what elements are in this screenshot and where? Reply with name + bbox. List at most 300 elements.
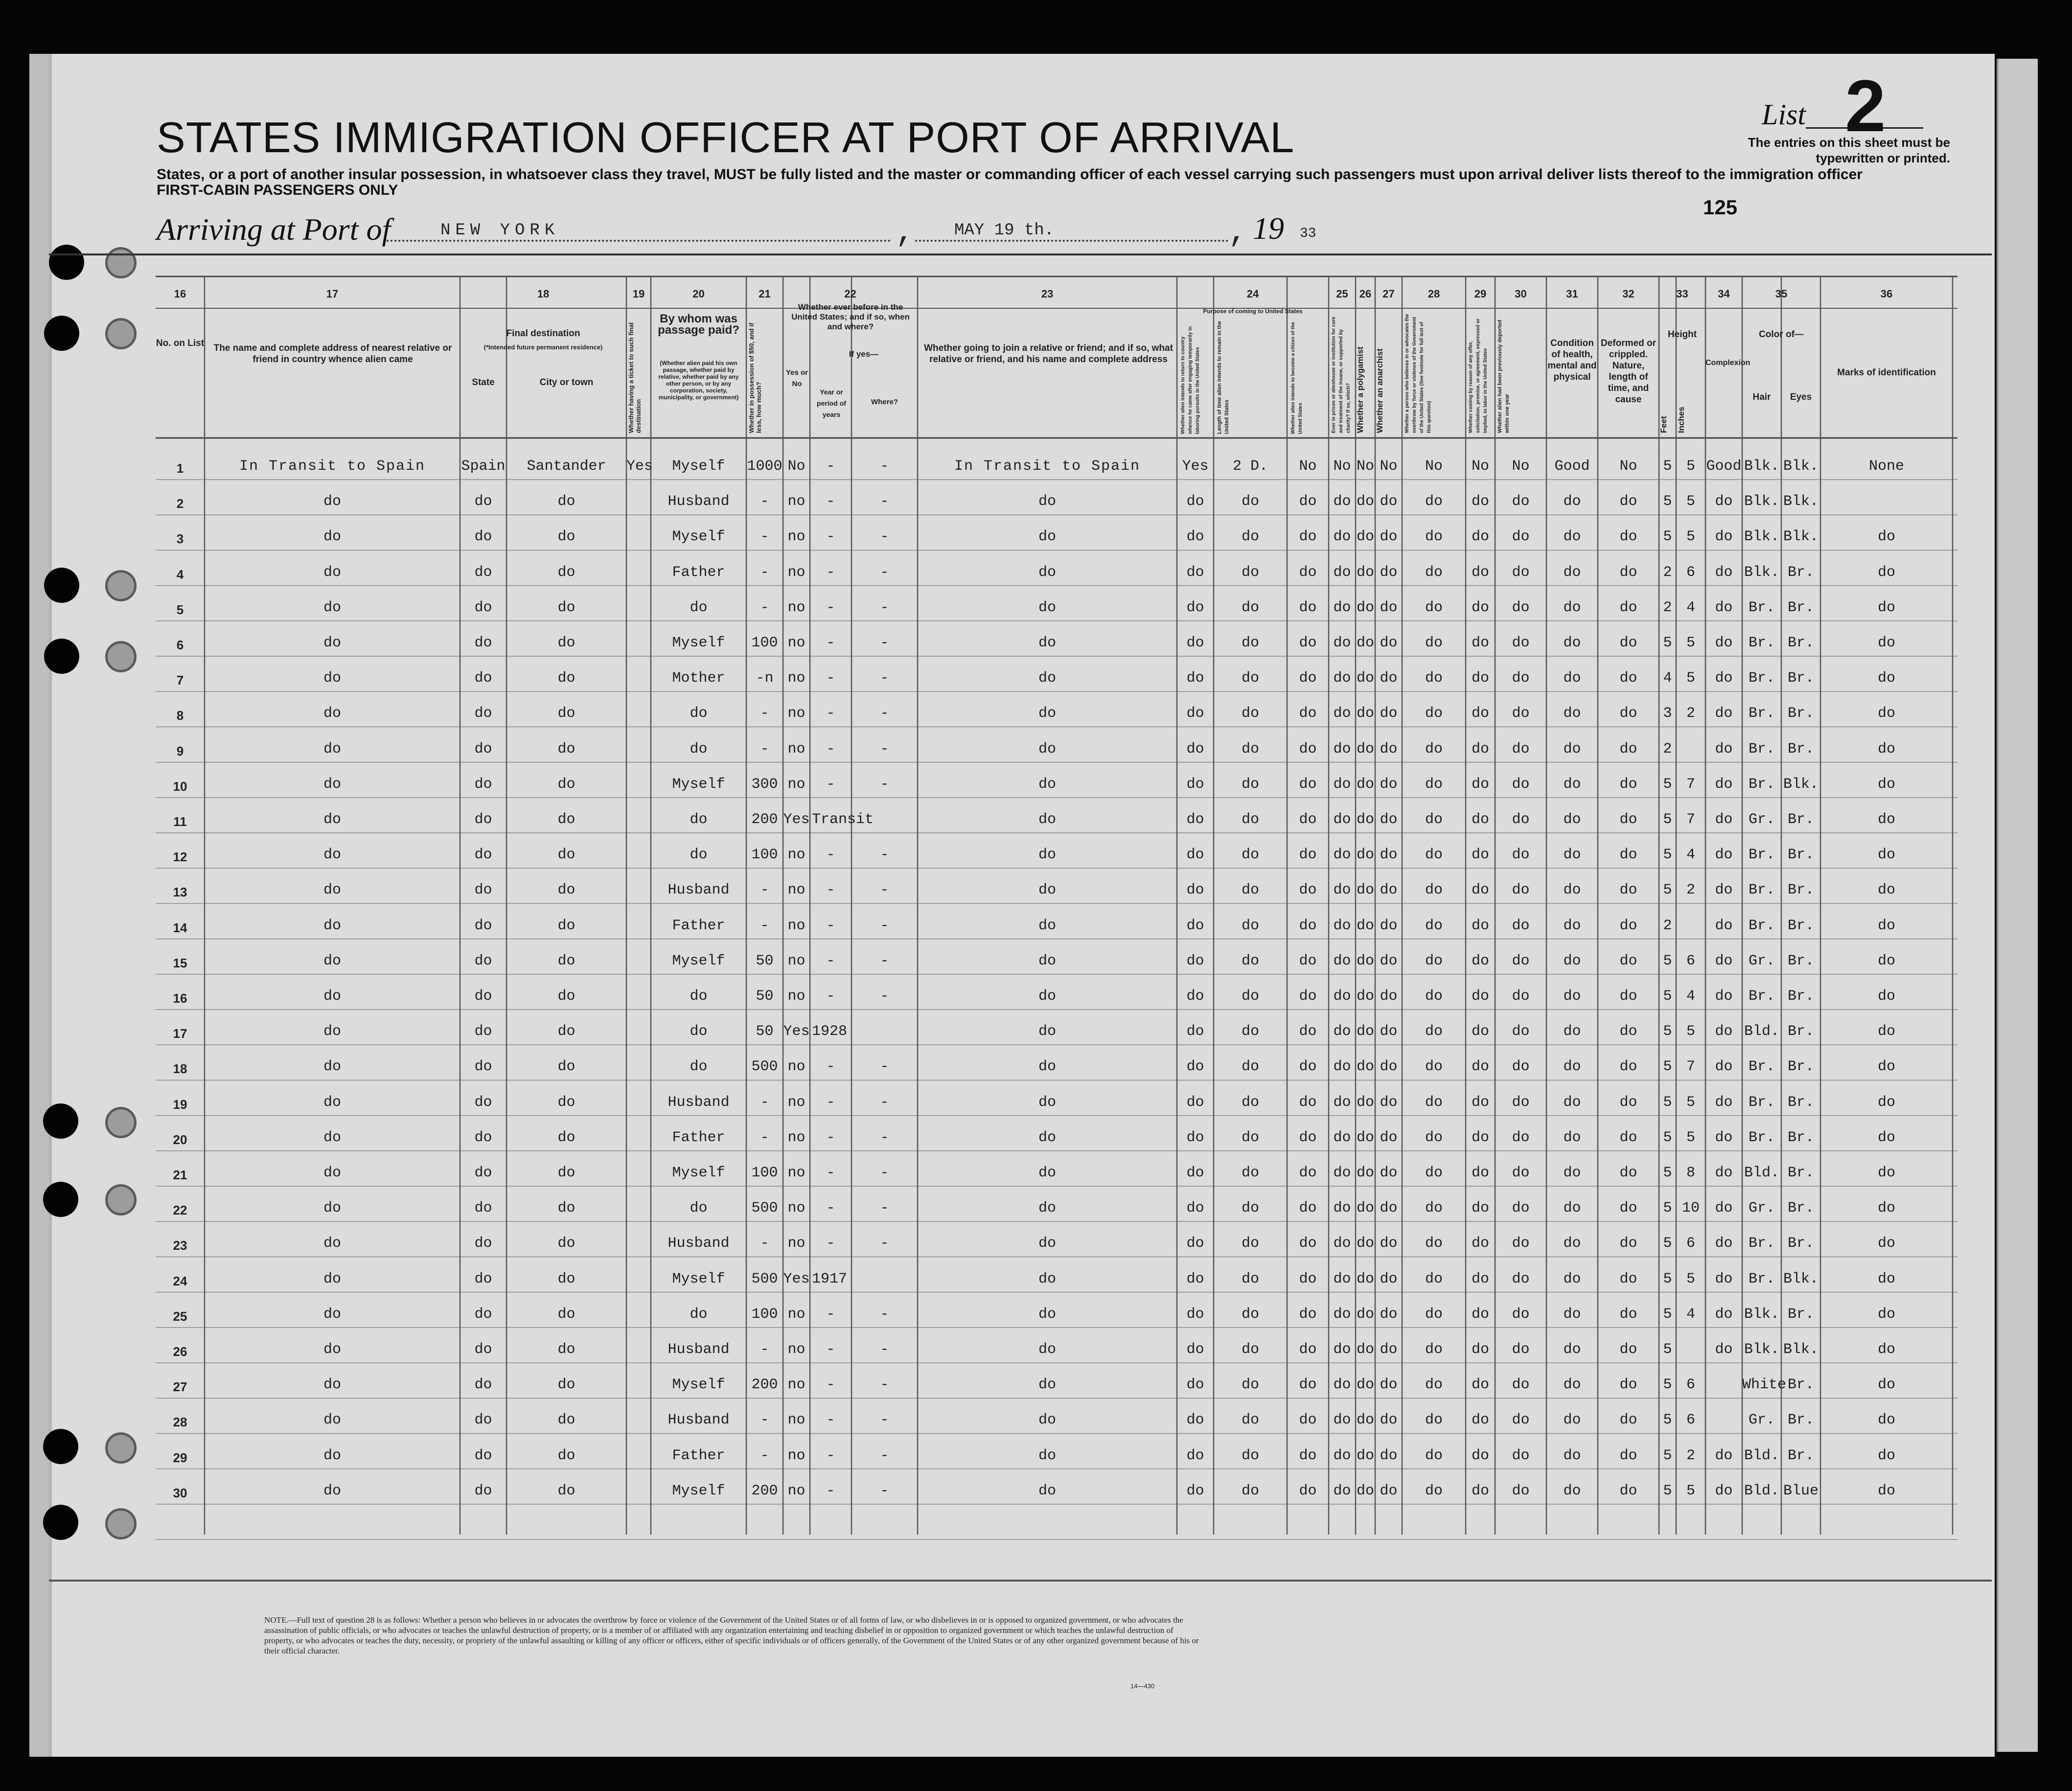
cell-paid: Myself <box>672 952 725 969</box>
cell-c25: do <box>1333 1058 1351 1076</box>
cell-city: do <box>557 1270 576 1287</box>
cell-p_cit: do <box>1299 882 1317 899</box>
column-number: 30 <box>1515 288 1527 300</box>
cell-before: no <box>787 635 806 651</box>
cell-rel: do <box>323 564 341 581</box>
cell-money: -n <box>756 670 774 687</box>
cell-compl: do <box>1715 528 1733 546</box>
cell-p_len: do <box>1241 1200 1259 1217</box>
header-city: City or town <box>539 377 594 388</box>
cell-eyes: Br. <box>1787 847 1814 864</box>
cell-in: 10 <box>1681 1200 1700 1217</box>
column-number: 24 <box>1246 288 1259 300</box>
cell-money: - <box>760 1235 769 1252</box>
cell-compl: do <box>1715 1200 1733 1217</box>
cell-c26: do <box>1356 1023 1374 1040</box>
row-number: 4 <box>176 567 184 582</box>
cell-c29: do <box>1471 564 1489 581</box>
cell-money: - <box>760 1341 769 1358</box>
cell-c25: do <box>1333 1094 1351 1111</box>
cell-join: do <box>1038 740 1056 758</box>
cell-p_ret: do <box>1186 740 1204 758</box>
column-number: 36 <box>1880 288 1893 300</box>
cell-join: In Transit to Spain <box>954 458 1141 475</box>
cell-deformed: do <box>1619 776 1637 793</box>
cell-money: 100 <box>751 1165 778 1181</box>
cell-eyes: Br. <box>1787 1129 1814 1146</box>
cell-hair: Br. <box>1748 599 1775 616</box>
cell-p_ret: do <box>1186 493 1204 510</box>
cell-year: - <box>826 1094 835 1111</box>
cell-c29: do <box>1471 1129 1489 1146</box>
cell-state: do <box>474 670 492 687</box>
cell-health: do <box>1563 1129 1581 1146</box>
cell-p_cit: do <box>1299 1306 1317 1323</box>
question-28-footnote: NOTE.—Full text of question 28 is as follows: Whether a person who believes in or advocates the overthrow by force or violence of the Government of the United States or of all forms of law, or who disbelieves in or is opposed to organized government, or who advocates the assassination of public officials, or who advocates or teaches the unlawful destruction of property, or is a member of or affiliated with any organization entertaining and teaching disbelief in or opposition to organized government or which teaches the unlawful destruction of property, or who advocates or teaches the duty, necessity, or propriety of the unlawful assaulting or killing of any officer or officers, either of specific individuals or of officers generally, of the Government of the United States or of any other organized government because of his or their official character. <box>264 1615 1199 1655</box>
cell-year: - <box>826 458 835 475</box>
row-number: 29 <box>173 1450 187 1465</box>
cell-health: do <box>1563 1270 1581 1287</box>
cell-hair: Blk. <box>1744 528 1779 546</box>
cell-rel: do <box>323 1058 341 1076</box>
cell-in: 2 <box>1686 882 1695 899</box>
cell-p_len: do <box>1241 988 1259 1005</box>
cell-year: - <box>826 635 835 651</box>
cell-p_len: do <box>1241 705 1259 722</box>
cell-c28: do <box>1425 1341 1443 1358</box>
cell-deformed: do <box>1619 1447 1637 1464</box>
cell-before: no <box>787 599 806 616</box>
cell-state: do <box>474 705 492 722</box>
cell-join: do <box>1038 1412 1056 1429</box>
cell-ft: 5 <box>1663 952 1672 969</box>
cell-money: 500 <box>751 1058 778 1076</box>
cell-c27: do <box>1380 1482 1398 1499</box>
cell-state: do <box>474 1377 492 1394</box>
cell-p_len: do <box>1241 1377 1259 1394</box>
cell-in: 5 <box>1686 493 1695 510</box>
passenger-class: FIRST-CABIN PASSENGERS ONLY <box>157 182 398 198</box>
cell-in: 4 <box>1686 847 1695 864</box>
cell-c28: do <box>1425 528 1443 546</box>
cell-where: - <box>880 776 889 793</box>
row-number: 22 <box>173 1203 187 1218</box>
cell-in: 5 <box>1686 1023 1695 1040</box>
cell-eyes: Br. <box>1787 1165 1814 1181</box>
cell-c29: do <box>1471 1023 1489 1040</box>
column-number: 25 <box>1336 288 1348 300</box>
cell-where: - <box>880 1235 889 1252</box>
punch-hole <box>44 639 79 674</box>
cell-c26: do <box>1356 599 1374 616</box>
cell-p_len: do <box>1241 1270 1259 1287</box>
cell-c27: do <box>1380 635 1398 651</box>
cell-paid: Myself <box>672 1377 725 1394</box>
cell-rel: do <box>323 1094 341 1111</box>
cell-eyes: Br. <box>1787 1447 1814 1464</box>
cell-in: 5 <box>1686 670 1695 687</box>
cell-deformed: No <box>1619 458 1637 475</box>
cell-money: 50 <box>756 1023 774 1040</box>
cell-paid: Myself <box>672 1482 725 1499</box>
cell-eyes: Br. <box>1787 811 1814 828</box>
cell-in: 5 <box>1686 528 1695 546</box>
cell-p_len: 2 D. <box>1232 458 1268 475</box>
cell-health: do <box>1563 811 1581 828</box>
cell-compl: do <box>1715 564 1733 581</box>
cell-c27: do <box>1380 740 1398 758</box>
cell-city: do <box>557 1023 576 1040</box>
cell-c25: do <box>1333 528 1351 546</box>
cell-hair: Br. <box>1748 705 1775 722</box>
row-number: 5 <box>176 602 184 617</box>
cell-deformed: do <box>1619 564 1637 581</box>
cell-state: do <box>474 917 492 934</box>
cell-c30: do <box>1512 1129 1530 1146</box>
cell-health: do <box>1563 952 1581 969</box>
cell-c26: do <box>1356 1235 1374 1252</box>
cell-before: no <box>787 776 806 793</box>
header-ticket: Whether having a ticket to such final destination <box>627 322 642 433</box>
cell-marks: do <box>1877 564 1895 581</box>
cell-before: no <box>787 847 806 864</box>
cell-p_ret: do <box>1186 1058 1204 1076</box>
cell-compl: do <box>1715 988 1733 1005</box>
cell-c30: do <box>1512 528 1530 546</box>
cell-c25: No <box>1333 458 1351 475</box>
cell-year: - <box>826 1447 835 1464</box>
cell-eyes: Br. <box>1787 917 1814 934</box>
list-label: List <box>1762 98 1806 131</box>
cell-city: do <box>557 917 576 934</box>
cell-eyes: Br. <box>1787 1058 1814 1076</box>
cell-in: 4 <box>1686 1306 1695 1323</box>
cell-compl: do <box>1715 917 1733 934</box>
row-number: 11 <box>173 814 187 829</box>
cell-hair: Br. <box>1748 1058 1775 1076</box>
cell-c27: do <box>1380 564 1398 581</box>
cell-rel: do <box>323 1412 341 1429</box>
cell-health: do <box>1563 1306 1581 1323</box>
cell-ft: 5 <box>1663 1306 1672 1323</box>
cell-city: do <box>557 988 576 1005</box>
cell-in: 6 <box>1686 564 1695 581</box>
punch-hole <box>44 568 79 603</box>
cell-paid: do <box>690 1200 708 1217</box>
cell-c26: do <box>1356 1341 1374 1358</box>
header-final-destination: Final destination <box>506 328 580 339</box>
cell-state: do <box>474 1447 492 1464</box>
cell-compl: do <box>1715 670 1733 687</box>
cell-marks: None <box>1868 458 1904 475</box>
cell-state: do <box>474 1200 492 1217</box>
cell-c29: No <box>1471 458 1489 475</box>
page-number: 125 <box>1703 196 1738 219</box>
header-where: Where? <box>871 398 898 406</box>
cell-deformed: do <box>1619 493 1637 510</box>
cell-c27: do <box>1380 882 1398 899</box>
header-health: Condition of health, mental and physical <box>1547 338 1597 382</box>
cell-c25: do <box>1333 1235 1351 1252</box>
cell-city: do <box>557 599 576 616</box>
cell-rel: do <box>323 705 341 722</box>
column-number: 16 <box>174 288 186 300</box>
cell-c27: do <box>1380 1094 1398 1111</box>
cell-join: do <box>1038 1482 1056 1499</box>
cell-ft: 5 <box>1663 847 1672 864</box>
cell-c27: do <box>1380 705 1398 722</box>
cell-c30: do <box>1512 1235 1530 1252</box>
cell-year: - <box>826 1129 835 1146</box>
cell-money: - <box>760 917 769 934</box>
cell-c30: do <box>1512 952 1530 969</box>
cell-state: do <box>474 952 492 969</box>
cell-compl: do <box>1715 1094 1733 1111</box>
cell-eyes: Br. <box>1787 988 1814 1005</box>
cell-compl: do <box>1715 1306 1733 1323</box>
cell-marks: do <box>1877 1058 1895 1076</box>
cell-where: - <box>880 1165 889 1181</box>
cell-paid: do <box>690 705 708 722</box>
cell-rel: do <box>323 528 341 546</box>
cell-c29: do <box>1471 1482 1489 1499</box>
cell-hair: Bld. <box>1744 1165 1779 1181</box>
cell-paid: Husband <box>668 1341 730 1358</box>
cell-marks: do <box>1877 1165 1895 1181</box>
cell-rel: do <box>323 882 341 899</box>
cell-hair: Bld. <box>1744 1447 1779 1464</box>
row-number: 30 <box>173 1485 187 1500</box>
header-q28: Whether a person who believes in or advocates the overthrow by force or violence of the Government of the United States (See footnote for full text of this question) <box>1404 314 1432 433</box>
cell-c26: do <box>1356 1482 1374 1499</box>
cell-state: do <box>474 635 492 651</box>
cell-money: 300 <box>751 776 778 793</box>
cell-c30: do <box>1512 988 1530 1005</box>
cell-rel: do <box>323 1482 341 1499</box>
cell-city: do <box>557 1129 576 1146</box>
cell-c28: do <box>1425 670 1443 687</box>
cell-state: do <box>474 493 492 510</box>
cell-eyes: Br. <box>1787 1094 1814 1111</box>
cell-p_ret: do <box>1186 776 1204 793</box>
cell-state: do <box>474 1165 492 1181</box>
cell-health: Good <box>1554 458 1590 475</box>
cell-c26: do <box>1356 882 1374 899</box>
cell-hair: Gr. <box>1748 1200 1775 1217</box>
cell-where: - <box>880 882 889 899</box>
header-purpose-citizen: Whether alien intends to become a citizen of the United States <box>1290 322 1303 434</box>
cell-eyes: Blue <box>1783 1482 1819 1499</box>
cell-join: do <box>1038 670 1056 687</box>
cell-c29: do <box>1471 1200 1489 1217</box>
header-prison: Ever in prison or almshouse or institution for care and treatment of the insane, or supported by charity? If so, which? <box>1331 317 1351 433</box>
cell-ft: 5 <box>1663 1270 1672 1287</box>
cell-c25: do <box>1333 1377 1351 1394</box>
cell-c27: No <box>1380 458 1398 475</box>
cell-where: - <box>880 847 889 864</box>
cell-p_ret: do <box>1186 599 1204 616</box>
cell-city: do <box>557 1165 576 1181</box>
cell-c29: do <box>1471 1058 1489 1076</box>
cell-paid: Father <box>672 1129 725 1146</box>
cell-hair: White <box>1742 1377 1787 1394</box>
cell-hair: Blk. <box>1744 1341 1779 1358</box>
cell-p_cit: do <box>1299 670 1317 687</box>
cell-where: - <box>880 952 889 969</box>
cell-compl: Good <box>1706 458 1742 475</box>
cell-p_ret: do <box>1186 1412 1204 1429</box>
cell-before: no <box>787 952 806 969</box>
cell-in: 6 <box>1686 1377 1695 1394</box>
year-prefix: 19 <box>1253 211 1284 246</box>
cell-in: 6 <box>1686 1235 1695 1252</box>
cell-p_ret: do <box>1186 705 1204 722</box>
cell-rel: do <box>323 1270 341 1287</box>
cell-c30: do <box>1512 670 1530 687</box>
cell-health: do <box>1563 670 1581 687</box>
cell-marks: do <box>1877 917 1895 934</box>
cell-c25: do <box>1333 599 1351 616</box>
cell-hair: Br. <box>1748 1235 1775 1252</box>
cell-rel: do <box>323 599 341 616</box>
cell-c29: do <box>1471 599 1489 616</box>
cell-deformed: do <box>1619 1341 1637 1358</box>
cell-hair: Bld. <box>1744 1482 1779 1499</box>
cell-paid: Husband <box>668 1235 730 1252</box>
cell-c27: do <box>1380 1129 1398 1146</box>
cell-year: - <box>826 1235 835 1252</box>
cell-hair: Bld. <box>1744 1023 1779 1040</box>
cell-money: - <box>760 882 769 899</box>
cell-c28: do <box>1425 740 1443 758</box>
cell-join: do <box>1038 1058 1056 1076</box>
cell-p_cit: do <box>1299 1129 1317 1146</box>
cell-marks: do <box>1877 1270 1895 1287</box>
cell-before: no <box>787 882 806 899</box>
cell-money: 100 <box>751 847 778 864</box>
cell-where: - <box>880 1200 889 1217</box>
cell-in: 6 <box>1686 1412 1695 1429</box>
cell-before: no <box>787 705 806 722</box>
cell-p_ret: do <box>1186 952 1204 969</box>
cell-deformed: do <box>1619 528 1637 546</box>
cell-money: - <box>760 705 769 722</box>
cell-before: no <box>787 1165 806 1181</box>
cell-deformed: do <box>1619 740 1637 758</box>
cell-rel: do <box>323 670 341 687</box>
cell-year: 1917 <box>812 1270 848 1287</box>
cell-city: do <box>557 493 576 510</box>
punch-hole <box>43 1103 78 1139</box>
cell-p_ret: do <box>1186 1129 1204 1146</box>
cell-money: - <box>760 599 769 616</box>
header-polygamist: Whether a polygamist <box>1356 346 1365 433</box>
cell-paid: Father <box>672 917 725 934</box>
cell-where: - <box>880 1377 889 1394</box>
cell-c28: do <box>1425 493 1443 510</box>
cell-c26: do <box>1356 1058 1374 1076</box>
cell-c30: do <box>1512 1023 1530 1040</box>
cell-city: do <box>557 1094 576 1111</box>
cell-paid: Husband <box>668 1094 730 1111</box>
header-inches: Inches <box>1677 407 1686 433</box>
cell-state: do <box>474 599 492 616</box>
cell-c27: do <box>1380 1412 1398 1429</box>
cell-in: 2 <box>1686 705 1695 722</box>
cell-before: no <box>787 1235 806 1252</box>
cell-p_cit: do <box>1299 564 1317 581</box>
cell-join: do <box>1038 1341 1056 1358</box>
cell-rel: do <box>323 811 341 828</box>
column-number: 33 <box>1676 288 1688 300</box>
cell-compl: do <box>1715 1270 1733 1287</box>
cell-p_len: do <box>1241 564 1259 581</box>
cell-c28: do <box>1425 1129 1443 1146</box>
cell-join: do <box>1038 1165 1056 1181</box>
cell-ft: 2 <box>1663 599 1672 616</box>
cell-state: do <box>474 1306 492 1323</box>
cell-p_len: do <box>1241 1129 1259 1146</box>
cell-ft: 3 <box>1663 705 1672 722</box>
cell-rel: do <box>323 1129 341 1146</box>
row-number: 24 <box>173 1273 187 1288</box>
cell-marks: do <box>1877 1094 1895 1111</box>
cell-join: do <box>1038 1094 1056 1111</box>
cell-city: do <box>557 1341 576 1358</box>
cell-c30: do <box>1512 493 1530 510</box>
cell-p_ret: do <box>1186 670 1204 687</box>
cell-c28: do <box>1425 635 1443 651</box>
cell-marks: do <box>1877 811 1895 828</box>
cell-city: do <box>557 952 576 969</box>
cell-city: do <box>557 528 576 546</box>
cell-deformed: do <box>1619 1235 1637 1252</box>
cell-c30: do <box>1512 1412 1530 1429</box>
cell-c26: do <box>1356 917 1374 934</box>
cell-in: 5 <box>1686 1482 1695 1499</box>
cell-c27: do <box>1380 917 1398 934</box>
cell-ft: 5 <box>1663 1094 1672 1111</box>
cell-ft: 5 <box>1663 776 1672 793</box>
cell-paid: Myself <box>672 635 725 651</box>
cell-p_len: do <box>1241 599 1259 616</box>
cell-p_ret: do <box>1186 635 1204 651</box>
cell-health: do <box>1563 1412 1581 1429</box>
cell-c26: do <box>1356 1306 1374 1323</box>
cell-c29: do <box>1471 528 1489 546</box>
list-number: 2 <box>1845 65 1886 147</box>
cell-deformed: do <box>1619 670 1637 687</box>
cell-c28: do <box>1425 1165 1443 1181</box>
cell-where: - <box>880 1094 889 1111</box>
cell-rel: do <box>323 917 341 934</box>
port-of-arrival: NEW YORK <box>440 221 560 240</box>
cell-compl: do <box>1715 599 1733 616</box>
cell-health: do <box>1563 635 1581 651</box>
cell-c30: do <box>1512 1094 1530 1111</box>
cell-join: do <box>1038 988 1056 1005</box>
cell-paid: Myself <box>672 1270 725 1287</box>
cell-city: do <box>557 1306 576 1323</box>
cell-health: do <box>1563 882 1581 899</box>
cell-c30: do <box>1512 882 1530 899</box>
row-number: 25 <box>173 1309 187 1324</box>
cell-c26: do <box>1356 1094 1374 1111</box>
cell-compl: do <box>1715 882 1733 899</box>
cell-c27: do <box>1380 528 1398 546</box>
cell-money: 50 <box>756 952 774 969</box>
cell-join: do <box>1038 847 1056 864</box>
